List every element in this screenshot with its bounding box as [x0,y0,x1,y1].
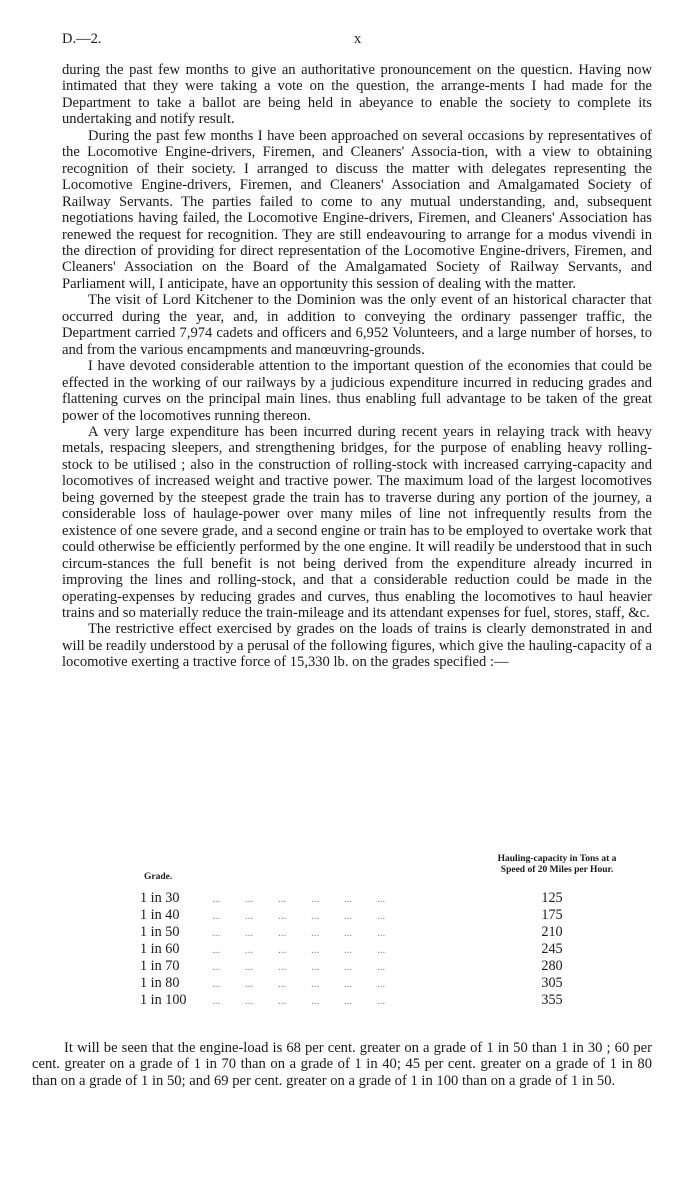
leader-dots: ... ... ... ... ... ... [212,978,386,990]
leader-dots: ... ... ... ... ... ... [212,944,386,956]
page-number: x [354,31,362,47]
leader-dots: ... ... ... ... ... ... [212,961,386,973]
grade-cell: 1 in 80 [140,975,180,991]
table-row [62,975,652,992]
grade-cell: 1 in 30 [140,890,180,906]
capacity-cell: 175 [541,907,563,923]
grade-column-header: Grade. [144,872,173,882]
hauling-capacity-table [62,854,652,1014]
leader-dots: ... ... ... ... ... ... [212,995,386,1007]
paragraph: During the past few months I have been approached on several occasions by representatives of the Locomotive Engine-drivers, Firemen, and Cleaners' Associa-tion, with a view to obtaining recognition of their society. I arranged to discuss the matter with delegates representing the Locomotive Engine-drivers, Firemen, and Cleaners' Association and Amalgamated Society of Railway Servants. The parties failed to come to any mutual understanding, and, subsequent negotiations having failed, the Locomotive Engine-drivers, Firemen, and Cleaners' Association has renewed the request for recognition. They are still endeavouring to arrange for a modus vivendi in the direction of providing for direct representation of the Locomotive Engine-drivers, Firemen, and Cleaners' Association on the Board of the Amalgamated Society of Railway Servants, and Parliament will, I anticipate, have an opportunity this session of dealing with the matter. [62,127,652,292]
paragraph: during the past few months to give an authoritative pronouncement on the questicn. Having now intimated that they were taking a vote on the question, the arrange-ments I had made for the Department to take a ballot are being held in abeyance to enable the society to complete its undertaking and notify result. [62,62,652,128]
closing-text [32,1040,652,1089]
paragraph: The restrictive effect exercised by grades on the loads of trains is clearly demonstrated in and will be readily understood by a perusal of the following figures, which give the hauling-capacity of a locomotive exerting a tractive force of 15,330 lb. on the grades specified :— [62,621,652,671]
leader-dots: ... ... ... ... ... ... [212,910,386,922]
paragraph: I have devoted considerable attention to the important question of the economies that could be effected in the working of our railways by a judicious expenditure incurred in reducing grades and flattening curves on the principal main lines. thus enabling full advantage to be taken of the great power of the locomotives running thereon. [62,358,652,424]
body-text [62,62,652,671]
grade-cell: 1 in 40 [140,907,180,923]
leader-dots: ... ... ... ... ... ... [212,927,386,939]
capacity-cell: 125 [541,890,563,906]
capacity-cell: 280 [541,958,563,974]
grade-cell: 1 in 60 [140,941,180,957]
capacity-cell: 355 [541,992,563,1008]
table-row [62,890,652,907]
paragraph: The visit of Lord Kitchener to the Dominion was the only event of an historical character that occurred during the year, and, in addition to conveying the ordinary passenger traffic, the Department carried 7,974 cadets and officers and 6,952 Volunteers, and a large number of horses, to and from the various encampments and manœuvring-grounds. [62,292,652,358]
grade-cell: 1 in 70 [140,958,180,974]
capacity-cell: 245 [541,941,563,957]
table-row [62,907,652,924]
document-code: D.—2. [62,31,102,47]
table-row [62,992,652,1009]
grade-cell: 1 in 50 [140,924,180,940]
leader-dots: ... ... ... ... ... ... [212,893,386,905]
page-header [62,31,652,51]
table-row [62,941,652,958]
capacity-column-header: Hauling-capacity in Tons at a Speed of 20 Miles per Hour. [497,854,617,875]
capacity-cell: 305 [541,975,563,991]
paragraph: It will be seen that the engine-load is 68 per cent. greater on a grade of 1 in 50 than 1 in 30 ; 60 per cent. greater on a grade of 1 in 70 than on a grade of 1 in 40; 45 per cent. greater on a grade of 1 in 80 than on a grade of 1 in 50; and 69 per cent. greater on a grade of 1 in 100 than on a grade of 1 in 50. [32,1040,652,1089]
paragraph: A very large expenditure has been incurred during recent years in relaying track with heavy metals, respacing sleepers, and strengthening bridges, for the purpose of enabling heavy rolling-stock to be utilised ; also in the construction of rolling-stock with increased carrying-capacity and locomotives of increased weight and tractive power. The maximum load of the largest locomotives being governed by the steepest grade the train has to traverse during any portion of the journey, a considerable loss of haulage-power over many miles of line not infrequently results from the existence of one severe grade, and a second engine or train has to be employed to overtake work that could otherwise be efficiently performed by the one engine. It will readily be understood that in such circum-stances the full benefit is not being derived from the expenditure already incurred in improving the lines and rolling-stock, and that a considerable reduction could be made in the operating-expenses by reducing grades and curves, thus enabling the locomotives to haul heavier trains and so materially reduce the train-mileage and its attendant expenses for fuel, stores, staff, &c. [62,423,652,621]
grade-cell: 1 in 100 [140,992,187,1008]
table-row [62,958,652,975]
capacity-cell: 210 [541,924,563,940]
table-row [62,924,652,941]
